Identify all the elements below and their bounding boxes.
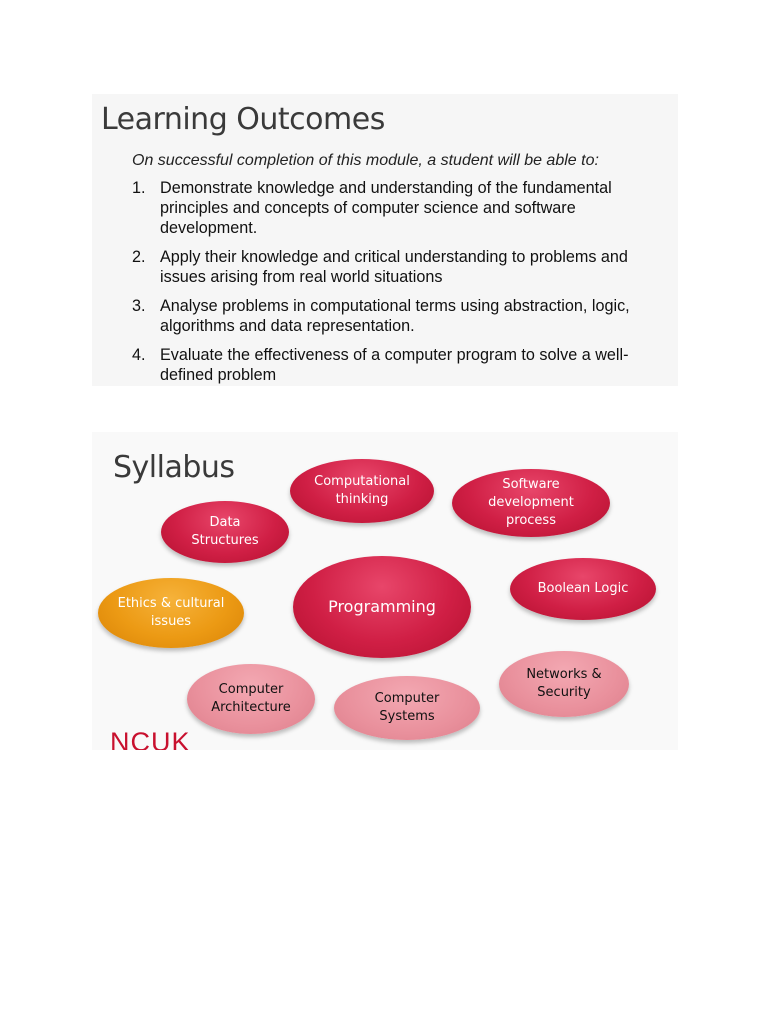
- topic-computer-systems: Computer Systems: [334, 676, 480, 740]
- topic-computational-thinking: Computational thinking: [290, 459, 434, 523]
- learning-outcomes-slide: [92, 94, 678, 386]
- list-item-number: 3.: [132, 297, 146, 315]
- list-item-text: Apply their knowledge and critical understanding to problems and issues arising from real world situations: [160, 248, 628, 286]
- topic-software-development-process: Software development process: [452, 469, 610, 537]
- list-item-text: Demonstrate knowledge and understanding of the fundamental principles and concepts of computer science and software development.: [160, 179, 612, 237]
- topic-ethics-cultural-issues: Ethics & cultural issues: [98, 578, 244, 648]
- list-item-number: 4.: [132, 346, 146, 364]
- list-item: [132, 178, 672, 238]
- list-item: [132, 296, 672, 336]
- learning-outcomes-list: [132, 178, 672, 386]
- learning-outcomes-intro: On successful completion of this module, a student will be able to:: [132, 152, 599, 169]
- topic-networks-security: Networks & Security: [499, 651, 629, 717]
- topic-programming: Programming: [293, 556, 471, 658]
- syllabus-title: Syllabus: [113, 450, 235, 485]
- syllabus-slide: [92, 432, 678, 750]
- list-item-text: Analyse problems in computational terms using abstraction, logic, algorithms and data representation.: [160, 297, 630, 335]
- topic-boolean-logic: Boolean Logic: [510, 558, 656, 620]
- list-item-text: Evaluate the effectiveness of a computer program to solve a well-defined problem: [160, 346, 629, 384]
- list-item: [132, 345, 672, 385]
- list-item-number: 2.: [132, 248, 146, 266]
- topic-data-structures: Data Structures: [161, 501, 289, 563]
- learning-outcomes-title: Learning Outcomes: [101, 102, 385, 137]
- list-item-number: 1.: [132, 179, 146, 197]
- ncuk-logo: NCUK: [110, 727, 191, 750]
- list-item: [132, 247, 672, 287]
- topic-computer-architecture: Computer Architecture: [187, 664, 315, 734]
